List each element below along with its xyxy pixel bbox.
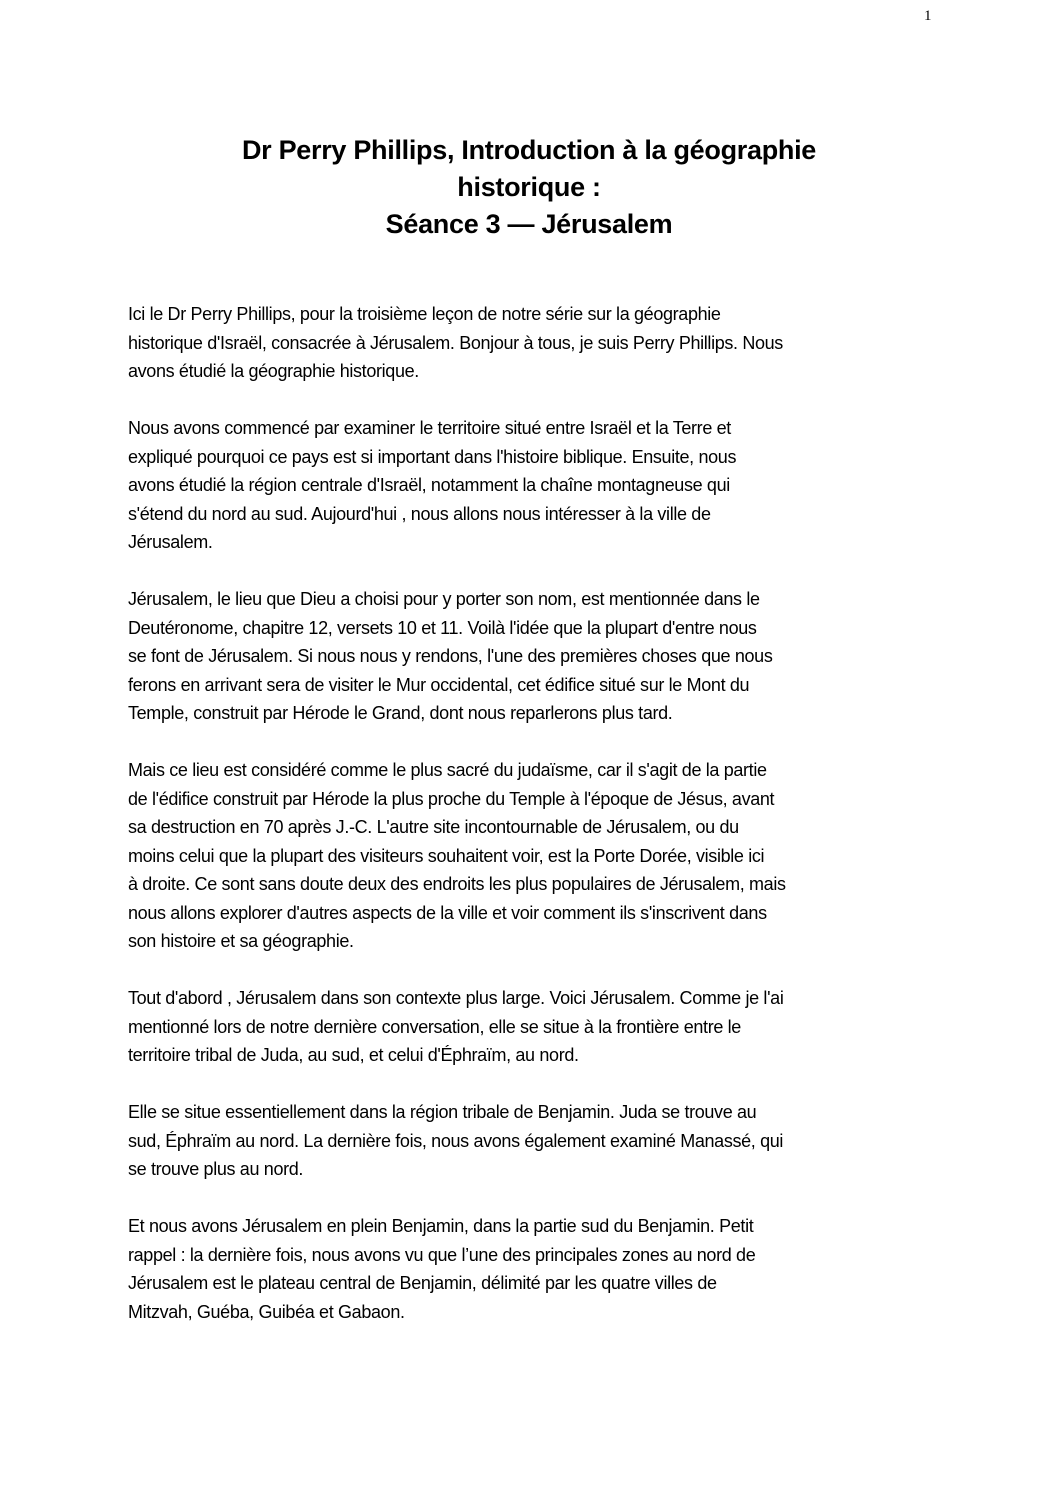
text-line: sud, Éphraïm au nord. La dernière fois, nous avons également examiné Manassé, qui [128, 1130, 784, 1151]
text-line: historique d'Israël, consacrée à Jérusalem. Bonjour à tous, je suis Perry Phillips. Nous [128, 332, 783, 353]
text-line: à droite. Ce sont sans doute deux des endroits les plus populaires de Jérusalem, mais [128, 874, 786, 894]
text-line: se trouve plus au nord. [128, 1159, 304, 1179]
paragraph [128, 1212, 948, 1326]
text-line: Tout d'abord , Jérusalem dans son contexte plus large. Voici Jérusalem. Comme je l'ai [128, 988, 784, 1008]
text-line: mentionné lors de notre dernière conversation, elle se situe à la frontière entre le [128, 1016, 741, 1037]
text-line: Jérusalem, le lieu que Dieu a choisi pour y porter son nom, est mentionnée dans le [128, 589, 760, 609]
document-body [128, 300, 948, 1355]
text-line: Elle se situe essentiellement dans la région tribale de Benjamin. Juda se trouve au [128, 1102, 757, 1122]
text-line: Mitzvah, Guéba, Guibéa et Gabaon. [128, 1301, 405, 1322]
title-line: Dr Perry Phillips, Introduction à la géographie [241, 135, 816, 165]
paragraph [128, 414, 948, 557]
text-line: se font de Jérusalem. Si nous nous y rendons, l'une des premières choses que nous [128, 646, 773, 666]
text-line: Deutéronome, chapitre 12, versets 10 et 11. Voilà l'idée que la plupart d'entre nous [128, 617, 757, 638]
text-line: Mais ce lieu est considéré comme le plus sacré du judaïsme, car il s'agit de la partie [128, 760, 767, 780]
title-line: Séance 3 — Jérusalem [385, 209, 673, 239]
paragraph [128, 1098, 948, 1184]
title-line: historique : [457, 172, 601, 202]
text-line: Nous avons commencé par examiner le territoire situé entre Israël et la Terre et [128, 418, 731, 438]
text-line: avons étudié la géographie historique. [128, 361, 419, 381]
paragraph [128, 585, 948, 728]
text-line: ferons en arrivant sera de visiter le Mur occidental, cet édifice situé sur le Mont du [128, 674, 750, 695]
document-title [0, 132, 1058, 243]
paragraph [128, 756, 948, 956]
text-line: territoire tribal de Juda, au sud, et celui d'Éphraïm, au nord. [128, 1045, 579, 1065]
text-line: Jérusalem. [128, 532, 213, 552]
text-line: Et nous avons Jérusalem en plein Benjamin, dans la partie sud du Benjamin. Petit [128, 1216, 754, 1236]
text-line: Ici le Dr Perry Phillips, pour la troisième leçon de notre série sur la géographie [128, 304, 721, 324]
text-line: Jérusalem est le plateau central de Benjamin, délimité par les quatre villes de [128, 1273, 717, 1293]
text-line: s'étend du nord au sud. Aujourd'hui , nous allons nous intéresser à la ville de [128, 503, 711, 524]
text-line: avons étudié la région centrale d'Israël, notamment la chaîne montagneuse qui [128, 475, 730, 495]
text-line: expliqué pourquoi ce pays est si important dans l'histoire biblique. Ensuite, nous [128, 446, 737, 467]
text-line: rappel : la dernière fois, nous avons vu que l’une des principales zones au nord de [128, 1244, 756, 1265]
text-line: son histoire et sa géographie. [128, 931, 354, 951]
text-line: moins celui que la plupart des visiteurs souhaitent voir, est la Porte Dorée, visible ici [128, 845, 765, 866]
text-line: de l'édifice construit par Hérode la plus proche du Temple à l'époque de Jésus, avant [128, 788, 775, 809]
paragraph [128, 300, 948, 386]
paragraph [128, 984, 948, 1070]
page-number: 1 [924, 8, 932, 24]
text-line: nous allons explorer d'autres aspects de la ville et voir comment ils s'inscrivent dans [128, 902, 767, 923]
text-line: sa destruction en 70 après J.-C. L'autre site incontournable de Jérusalem, ou du [128, 817, 739, 837]
text-line: Temple, construit par Hérode le Grand, dont nous reparlerons plus tard. [128, 703, 673, 723]
